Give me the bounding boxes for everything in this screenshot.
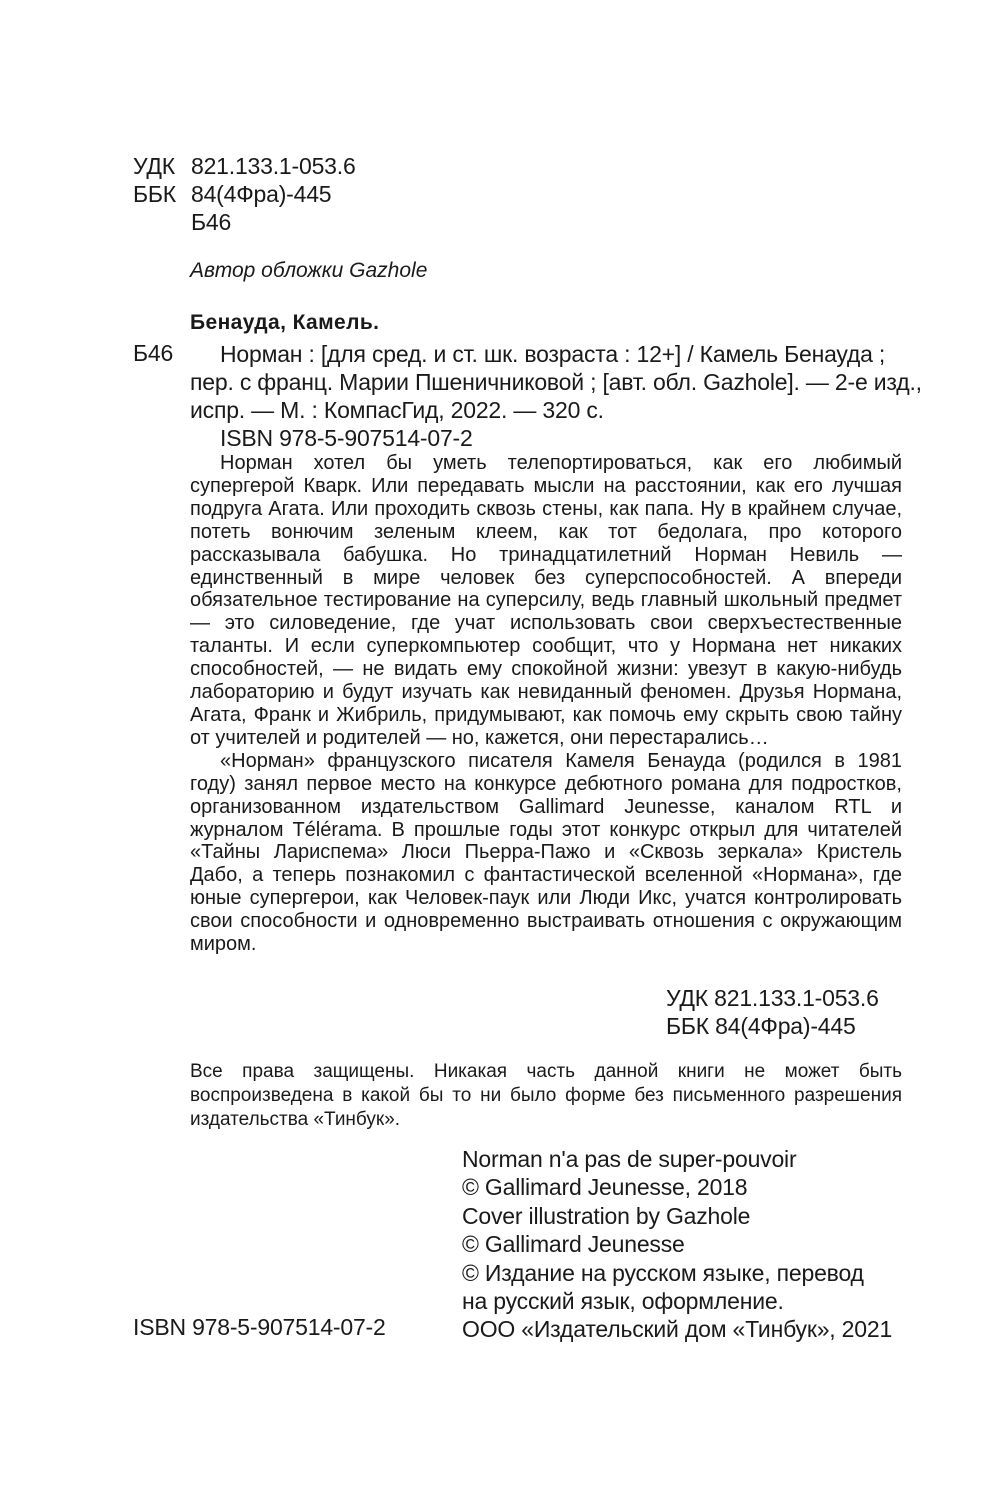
udk-label: УДК [133, 153, 175, 179]
bbk-code: ББК 84(4Фра)-445 [666, 1013, 856, 1039]
isbn-bottom: ISBN 978-5-907514-07-2 [133, 1314, 386, 1340]
cover-author-credit: Автор обложки Gazhole [190, 259, 428, 282]
classification-block [133, 152, 356, 236]
author-heading: Бенауда, Камель. [190, 311, 380, 334]
cover-illustration-credit: Cover illustration by Gazhole [462, 1202, 751, 1229]
copyright-line: © Издание на русском языке, перевод [462, 1259, 864, 1286]
biblio-line-translator: пер. с франц. Марии Пшеничниковой ; [авт. обл. Gazhole]. — 2-е изд., [190, 369, 922, 395]
copyright-block [462, 1145, 892, 1344]
original-title: Norman n'a pas de super-pouvoir [462, 1146, 797, 1172]
biblio-isbn: ISBN 978-5-907514-07-2 [220, 425, 473, 451]
annotation-paragraph: Норман хотел бы уметь телепортироваться, как его любимый супергерой Кварк. Или передавать мысли на расстоянии, как его лучшая подруга Агата. Или проходить сквозь стены, как папа. Ну в крайнем случае, потеть вонючим зеленым клеем, как тот бедолага, про которого рассказывала бабушка. Но тринадцатилетний Норман Невиль — единственный в мире человек без суперспособностей. А впереди обязательное тестирование на суперсилу, ведь главный школьный предмет — это силоведение, где учат использовать свои сверхъестественные таланты. И если суперкомпьютер сообщит, что у Нормана нет никаких способностей, — не видать ему спокойной жизни: увезут в какую-нибудь лабораторию и будут изучать как невиданный феномен. Друзья Нормана, Агата, Франк и Жибриль, придумывают, как помочь ему скрыть свою тайну от учителей и родителей — но, кажется, они перестарались… [190, 452, 902, 749]
rights-notice: Все права защищены. Никакая часть данной книги не может быть воспроизведена в какой бы то ни было форме без письменного разрешения издательства «Тинбук». [190, 1061, 902, 1130]
udk-value: 821.133.1-053.6 [191, 153, 356, 179]
bbk-row [133, 180, 356, 208]
cutter-row [133, 208, 356, 236]
biblio-line-title: Норман : [для сред. и ст. шк. возраста : 12+] / Камель Бенауда ; [220, 341, 886, 367]
udk-code: УДК 821.133.1-053.6 [666, 985, 879, 1011]
biblio-line-publisher: испр. — М. : КомпасГид, 2022. — 320 с. [190, 397, 604, 423]
annotation-paragraph: «Норман» французского писателя Камеля Бенауда (родился в 1981 году) занял первое место на конкурсе дебютного романа для подростков, организованном издательством Gallimard Jeunesse, каналом RTL и журналом Télérama. В прошлые годы этот конкурс открыл для читателей «Тайны Лариспема» Люси Пьерра-Пажо и «Сквозь зеркала» Кристель Дабо, а теперь познакомил с фантастической вселенной «Нормана», где юные супергерои, как Человек-паук или Люди Икс, учатся контролировать свои способности и одновременно выстраивать отношения с окружающим миром. [190, 749, 902, 956]
cutter-code: Б46 [191, 209, 232, 235]
copyright-line: © Gallimard Jeunesse, 2018 [462, 1174, 748, 1201]
bibliographic-record [190, 340, 922, 452]
copyright-line: © Gallimard Jeunesse [462, 1231, 685, 1258]
annotation [190, 452, 902, 956]
bbk-value: 84(4Фра)-445 [191, 181, 332, 207]
copyright-line: ООО «Издательский дом «Тинбук», 2021 [462, 1316, 893, 1343]
classification-codes-bottom [666, 984, 879, 1040]
bbk-label: ББК [133, 181, 176, 207]
cutter-code-left: Б46 [133, 340, 174, 366]
copyright-line: на русский язык, оформление. [462, 1288, 784, 1315]
udk-row [133, 152, 356, 180]
